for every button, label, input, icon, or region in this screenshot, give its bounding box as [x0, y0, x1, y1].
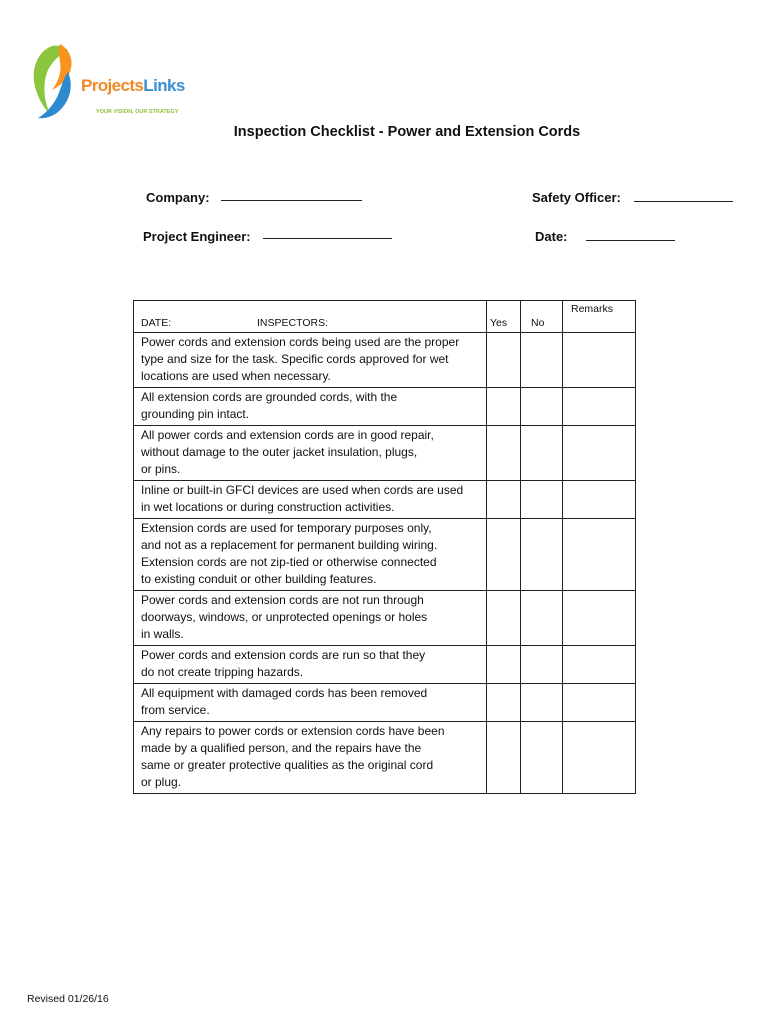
- checklist-item-text: doorways, windows, or unprotected openings or holes: [141, 610, 428, 624]
- table-header-row: [134, 301, 636, 333]
- yes-cell[interactable]: [487, 333, 521, 388]
- remarks-cell[interactable]: [563, 481, 636, 519]
- checklist-item-text: and not as a replacement for permanent building wiring.: [141, 538, 438, 552]
- header-no-label: No: [531, 317, 545, 329]
- yes-cell[interactable]: [487, 388, 521, 426]
- no-cell[interactable]: [521, 591, 563, 646]
- checklist-item-cell: [134, 646, 487, 684]
- checklist-item-text: without damage to the outer jacket insulation, plugs,: [141, 445, 418, 459]
- checklist-item-text: in walls.: [141, 627, 184, 641]
- remarks-cell[interactable]: [563, 684, 636, 722]
- checklist-item-text: All extension cords are grounded cords, with the: [141, 390, 398, 404]
- yes-cell[interactable]: [487, 519, 521, 591]
- remarks-cell[interactable]: [563, 388, 636, 426]
- checklist-item-text: do not create tripping hazards.: [141, 665, 304, 679]
- table-row: [134, 333, 636, 388]
- logo-tagline: YOUR VISION, OUR STRATEGY: [96, 109, 179, 115]
- checklist-item-text: or pins.: [141, 462, 181, 476]
- yes-cell[interactable]: [487, 722, 521, 794]
- checklist-item-text: Extension cords are used for temporary purposes only,: [141, 521, 432, 535]
- checklist-table: [133, 300, 636, 794]
- yes-cell[interactable]: [487, 426, 521, 481]
- company-field-line[interactable]: [221, 200, 362, 201]
- checklist-item-text: grounding pin intact.: [141, 407, 250, 421]
- checklist-item-text: in wet locations or during construction activities.: [141, 500, 395, 514]
- date-label: Date:: [535, 229, 568, 244]
- project-engineer-label: Project Engineer:: [143, 229, 251, 244]
- checklist-item-cell: [134, 684, 487, 722]
- checklist-item-text: made by a qualified person, and the repairs have the: [141, 741, 422, 755]
- table-row: [134, 646, 636, 684]
- no-cell[interactable]: [521, 481, 563, 519]
- checklist-item-cell: [134, 388, 487, 426]
- no-cell[interactable]: [521, 519, 563, 591]
- checklist-item-text: Any repairs to power cords or extension cords have been: [141, 724, 445, 738]
- date-field-line[interactable]: [586, 240, 675, 241]
- header-item-cell: [134, 301, 487, 333]
- checklist-item-text: or plug.: [141, 775, 182, 789]
- project-engineer-field-line[interactable]: [263, 238, 392, 239]
- table-row: [134, 426, 636, 481]
- no-cell[interactable]: [521, 333, 563, 388]
- checklist-item-text: Power cords and extension cords are not run through: [141, 593, 424, 607]
- header-yes-cell: [487, 301, 521, 333]
- checklist-item-text: to existing conduit or other building features.: [141, 572, 377, 586]
- header-date-label: DATE:: [141, 317, 172, 329]
- revision-note: Revised 01/26/16: [27, 993, 109, 1005]
- checklist-item-text: type and size for the task. Specific cords approved for wet: [141, 352, 449, 366]
- logo-wordmark: ProjectsLinks: [81, 76, 185, 95]
- table-row: [134, 388, 636, 426]
- checklist-item-text: Extension cords are not zip-tied or otherwise connected: [141, 555, 437, 569]
- checklist-item-text: Inline or built-in GFCI devices are used when cords are used: [141, 483, 464, 497]
- checklist-item-text: All equipment with damaged cords has been removed: [141, 686, 428, 700]
- checklist-item-cell: [134, 591, 487, 646]
- checklist-item-cell: [134, 722, 487, 794]
- table-row: [134, 519, 636, 591]
- remarks-cell[interactable]: [563, 426, 636, 481]
- checklist-item-cell: [134, 426, 487, 481]
- yes-cell[interactable]: [487, 591, 521, 646]
- remarks-cell[interactable]: [563, 519, 636, 591]
- yes-cell[interactable]: [487, 481, 521, 519]
- table-row: [134, 591, 636, 646]
- header-remarks-label: Remarks: [571, 303, 614, 315]
- remarks-cell[interactable]: [563, 722, 636, 794]
- no-cell[interactable]: [521, 388, 563, 426]
- table-row: [134, 481, 636, 519]
- page-title: Inspection Checklist - Power and Extension Cords: [233, 124, 581, 140]
- header-remarks-cell: [563, 301, 636, 333]
- checklist-item-text: locations are used when necessary.: [141, 369, 331, 383]
- yes-cell[interactable]: [487, 646, 521, 684]
- table-row: [134, 684, 636, 722]
- remarks-cell[interactable]: [563, 646, 636, 684]
- remarks-cell[interactable]: [563, 591, 636, 646]
- no-cell[interactable]: [521, 646, 563, 684]
- header-no-cell: [521, 301, 563, 333]
- logo-mark-icon: [30, 42, 80, 124]
- header-yes-label: Yes: [490, 317, 508, 329]
- checklist-item-cell: [134, 519, 487, 591]
- checklist-item-text: Power cords and extension cords are run so that they: [141, 648, 426, 662]
- checklist-item-cell: [134, 333, 487, 388]
- checklist-item-text: Power cords and extension cords being used are the proper: [141, 335, 460, 349]
- no-cell[interactable]: [521, 684, 563, 722]
- checklist-item-text: from service.: [141, 703, 210, 717]
- checklist-item-text: All power cords and extension cords are in good repair,: [141, 428, 434, 442]
- no-cell[interactable]: [521, 722, 563, 794]
- table-row: [134, 722, 636, 794]
- yes-cell[interactable]: [487, 684, 521, 722]
- no-cell[interactable]: [521, 426, 563, 481]
- checklist-item-cell: [134, 481, 487, 519]
- header-inspectors-label: INSPECTORS:: [257, 317, 328, 329]
- safety-officer-label: Safety Officer:: [532, 190, 621, 205]
- checklist-item-text: same or greater protective qualities as the original cord: [141, 758, 434, 772]
- remarks-cell[interactable]: [563, 333, 636, 388]
- safety-officer-field-line[interactable]: [634, 201, 733, 202]
- company-logo: [30, 42, 185, 124]
- company-label: Company:: [146, 190, 210, 205]
